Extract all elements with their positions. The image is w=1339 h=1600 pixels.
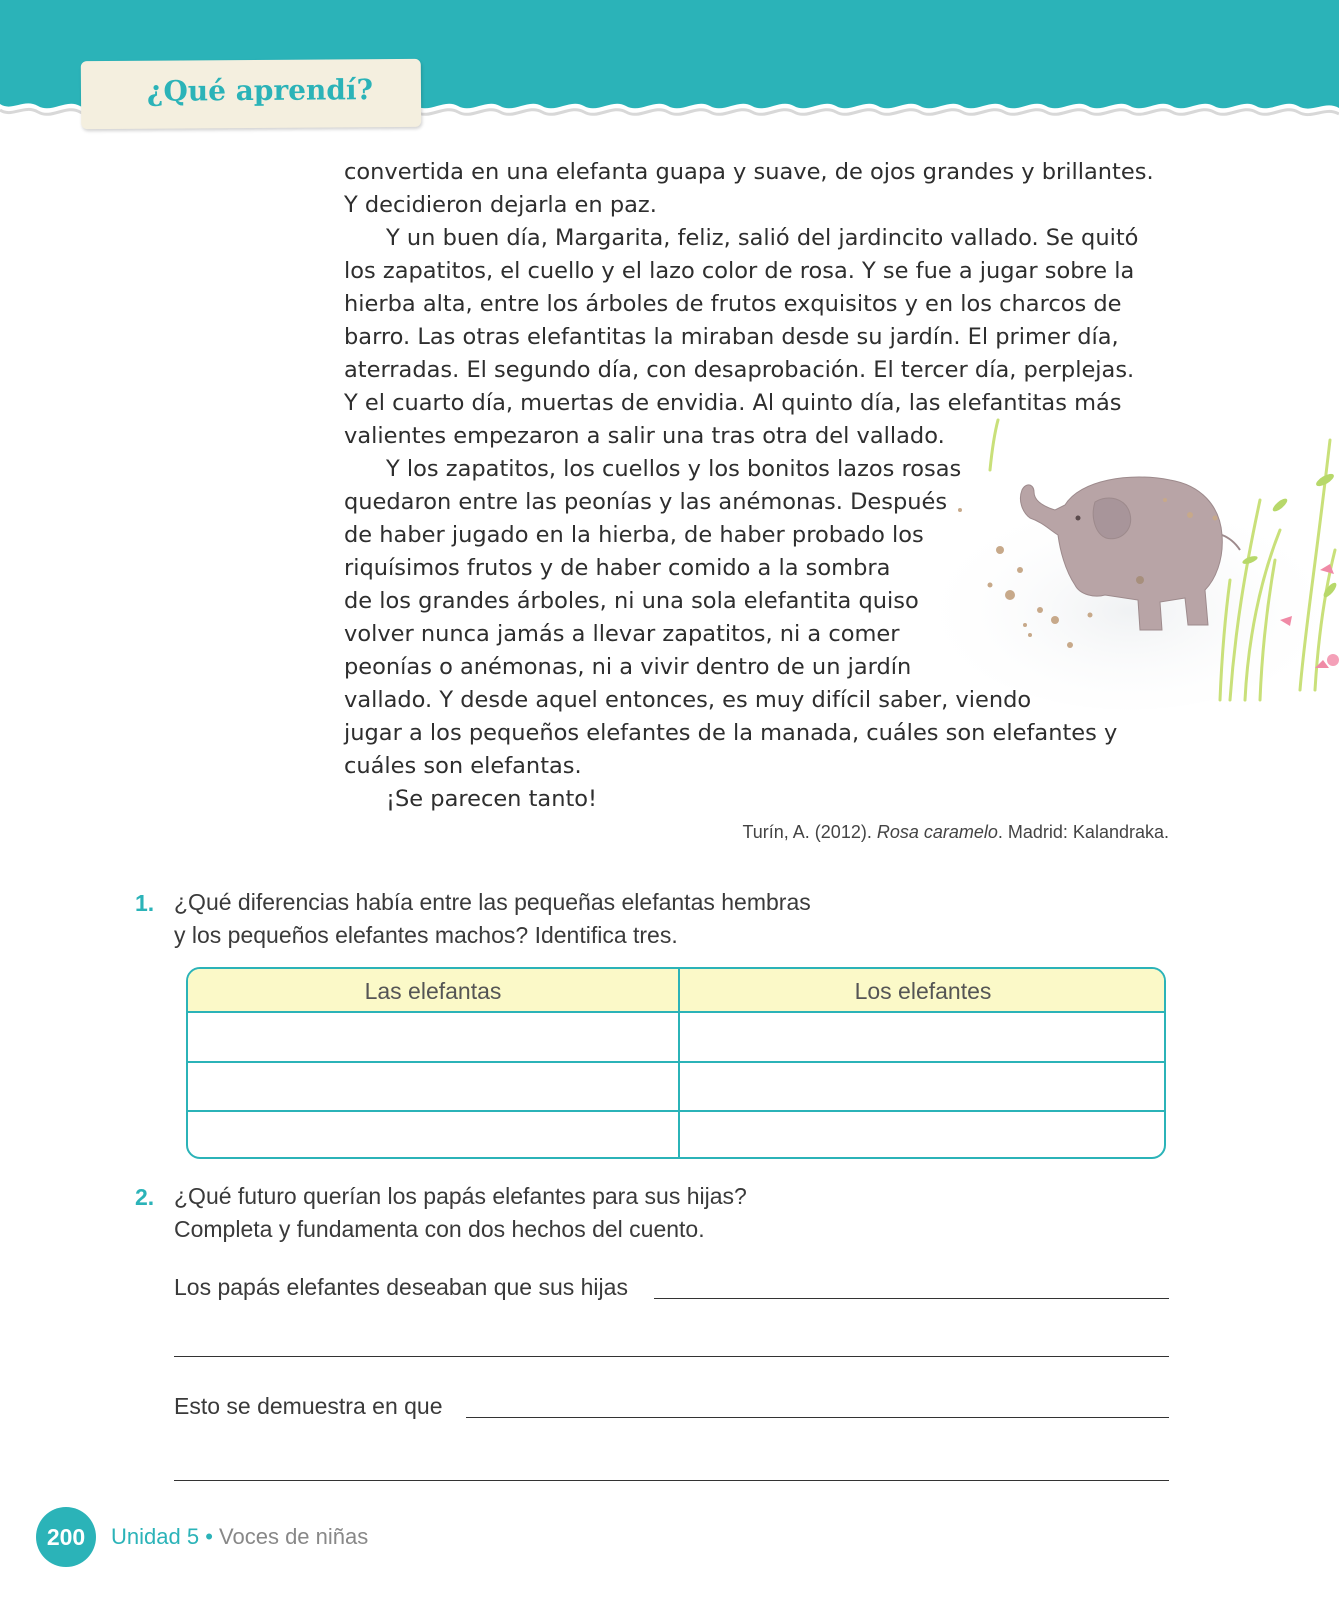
footer-separator: • (205, 1524, 213, 1549)
story-line: vallado. Y desde aquel entonces, es muy difícil saber, viendo (344, 687, 1032, 713)
story-line: volver nunca jamás a llevar zapatitos, ni a comer (344, 621, 900, 647)
story-line: aterradas. El segundo día, con desaprobación. El tercer día, perplejas. (344, 357, 1135, 383)
citation-book-title: Rosa caramelo (876, 822, 998, 842)
story-line: jugar a los pequeños elefantes de la manada, cuáles son elefantes y (344, 720, 1118, 746)
table-header (188, 969, 1164, 1013)
section-tab (81, 59, 421, 129)
table-header-elefantes: Los elefantes (854, 978, 992, 1004)
story-line: de haber jugado en la hierba, de haber probado los (344, 522, 924, 548)
question-2-number: 2. (135, 1184, 155, 1210)
question-2-line-2: Completa y fundamenta con dos hechos del cuento. (174, 1216, 705, 1242)
question-1-line-2: y los pequeños elefantes machos? Identifica tres. (174, 922, 678, 948)
question-1-line-1: ¿Qué diferencias había entre las pequeñas elefantas hembras (174, 889, 811, 915)
question-1-text (174, 886, 811, 952)
story-line: cuáles son elefantas. (344, 753, 582, 779)
question-2-line-1: ¿Qué futuro querían los papás elefantes para sus hijas? (174, 1183, 747, 1209)
footer-unit-label (111, 1524, 368, 1550)
answer-prompt-deseaban: Los papás elefantes deseaban que sus hijas (174, 1274, 628, 1300)
story-line: de los grandes árboles, ni una sola elefantita quiso (344, 588, 919, 614)
answer-table (186, 967, 1166, 1159)
story-line: valientes empezaron a salir una tras otra del vallado. (344, 423, 945, 449)
table-cell-row1-elefantas[interactable] (188, 1013, 678, 1061)
unit-topic: Voces de niñas (219, 1524, 369, 1549)
story-line: quedaron entre las peonías y las anémonas. Después (344, 489, 948, 515)
answer-line-3[interactable] (466, 1417, 1169, 1418)
story-line: convertida en una elefanta guapa y suave, de ojos grandes y brillantes. (344, 159, 1154, 185)
answer-prompt-demuestra: Esto se demuestra en que (174, 1393, 443, 1419)
citation-author: Turín, A. (2012). (742, 822, 877, 842)
table-cell-row2-elefantes[interactable] (680, 1063, 1166, 1110)
story-line: Y los zapatitos, los cuellos y los bonitos lazos rosas (386, 456, 962, 482)
question-1-number: 1. (135, 890, 155, 916)
story-line: hierba alta, entre los árboles de frutos exquisitos y en los charcos de (344, 291, 1122, 317)
answer-line-1[interactable] (654, 1298, 1169, 1299)
table-cell-row2-elefantas[interactable] (188, 1063, 678, 1110)
table-cell-row3-elefantas[interactable] (188, 1112, 678, 1159)
story-line: Y decidieron dejarla en paz. (344, 192, 657, 218)
citation (742, 822, 1169, 843)
story-line: ¡Se parecen tanto! (386, 786, 598, 812)
page-number-badge (36, 1507, 96, 1567)
elephant-icon (930, 410, 1339, 710)
story-line: Y un buen día, Margarita, feliz, salió del jardincito vallado. Se quitó (386, 225, 1139, 251)
story-line: peonías o anémonas, ni a vivir dentro de un jardín (344, 654, 912, 680)
citation-publisher: . Madrid: Kalandraka. (997, 822, 1169, 842)
page-number: 200 (46, 1524, 86, 1550)
story-line: Y el cuarto día, muertas de envidia. Al quinto día, las elefantitas más (344, 390, 1122, 416)
question-2-text (174, 1180, 747, 1246)
table-cell-row3-elefantes[interactable] (680, 1112, 1166, 1159)
answer-line-2[interactable] (174, 1356, 1169, 1357)
story-line: riquísimos frutos y de haber comido a la sombra (344, 555, 891, 581)
answer-line-4[interactable] (174, 1480, 1169, 1481)
story-line: barro. Las otras elefantitas la miraban desde su jardín. El primer día, (344, 324, 1119, 350)
unit-name: Unidad 5 (111, 1524, 200, 1549)
table-cell-row1-elefantes[interactable] (680, 1013, 1166, 1061)
table-header-elefantas: Las elefantas (364, 978, 502, 1004)
section-title: ¿Qué aprendí? (146, 73, 374, 108)
story-line: los zapatitos, el cuello y el lazo color de rosa. Y se fue a jugar sobre la (344, 258, 1135, 284)
